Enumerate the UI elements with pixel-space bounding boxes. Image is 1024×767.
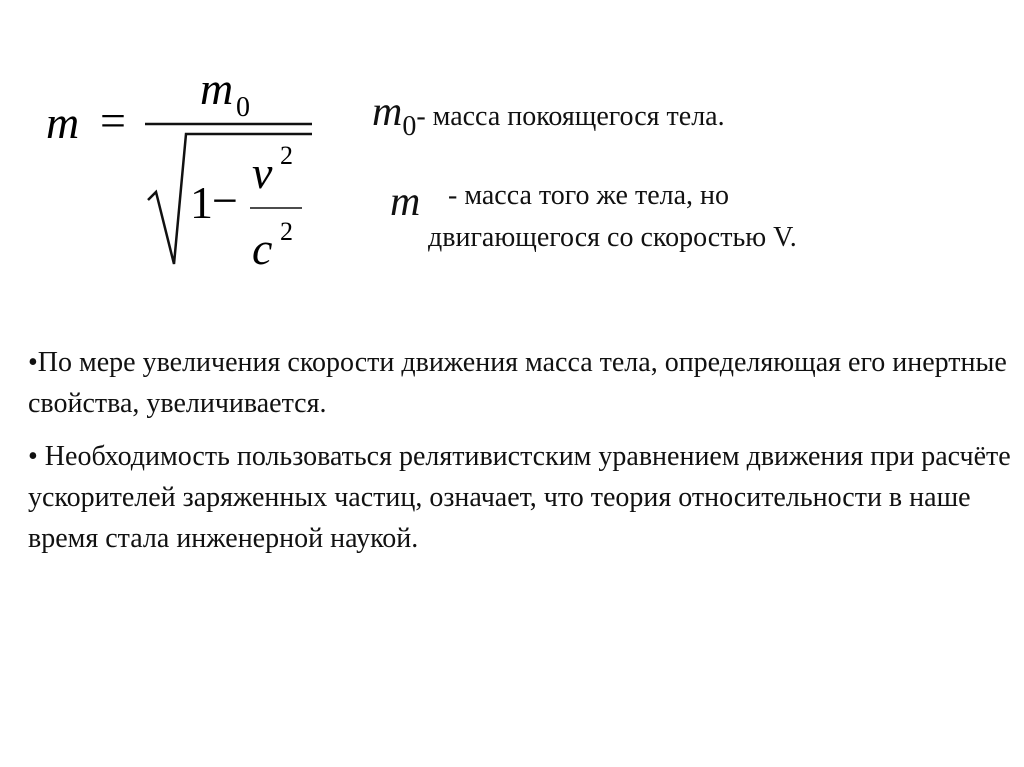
formula-minus: − [212,175,238,226]
rest-mass-symbol: m [372,89,403,135]
relativistic-mass-formula [40,60,330,280]
paragraph-mass-increase: •По мере увеличения скорости движения масса тела, определяющая его инертные свойства, увеличивается. [28,347,1007,419]
paragraph-relativity-engineering: • Необходимость пользоваться релятивистским уравнением движения при расчёте ускорителей заряженных частиц, означает, что теория относительности в наше время стала инженерной наукой. [28,441,1011,554]
rest-mass-description: - масса покоящегося тела. [416,101,725,132]
moving-mass-description-line1: - масса того же тела, но [448,180,730,211]
formula-v-symbol: v [252,147,273,198]
moving-mass-symbol: m [390,179,421,225]
rest-mass-definition [372,89,725,142]
formula-c-symbol: c [252,223,273,274]
formula-equals: = [100,95,126,146]
formula-one: 1 [190,177,213,228]
moving-mass-description-line2: двигающегося со скоростью V. [428,222,797,253]
formula-numerator-subscript: 0 [236,92,250,123]
formula-graphic [40,60,330,280]
formula-c-exponent: 2 [280,217,293,246]
bullet-paragraphs [28,342,1018,559]
rest-mass-subscript: 0 [402,111,417,142]
formula-numerator-symbol: m [200,63,234,114]
formula-v-exponent: 2 [280,141,293,170]
formula-lhs: m [46,97,80,148]
